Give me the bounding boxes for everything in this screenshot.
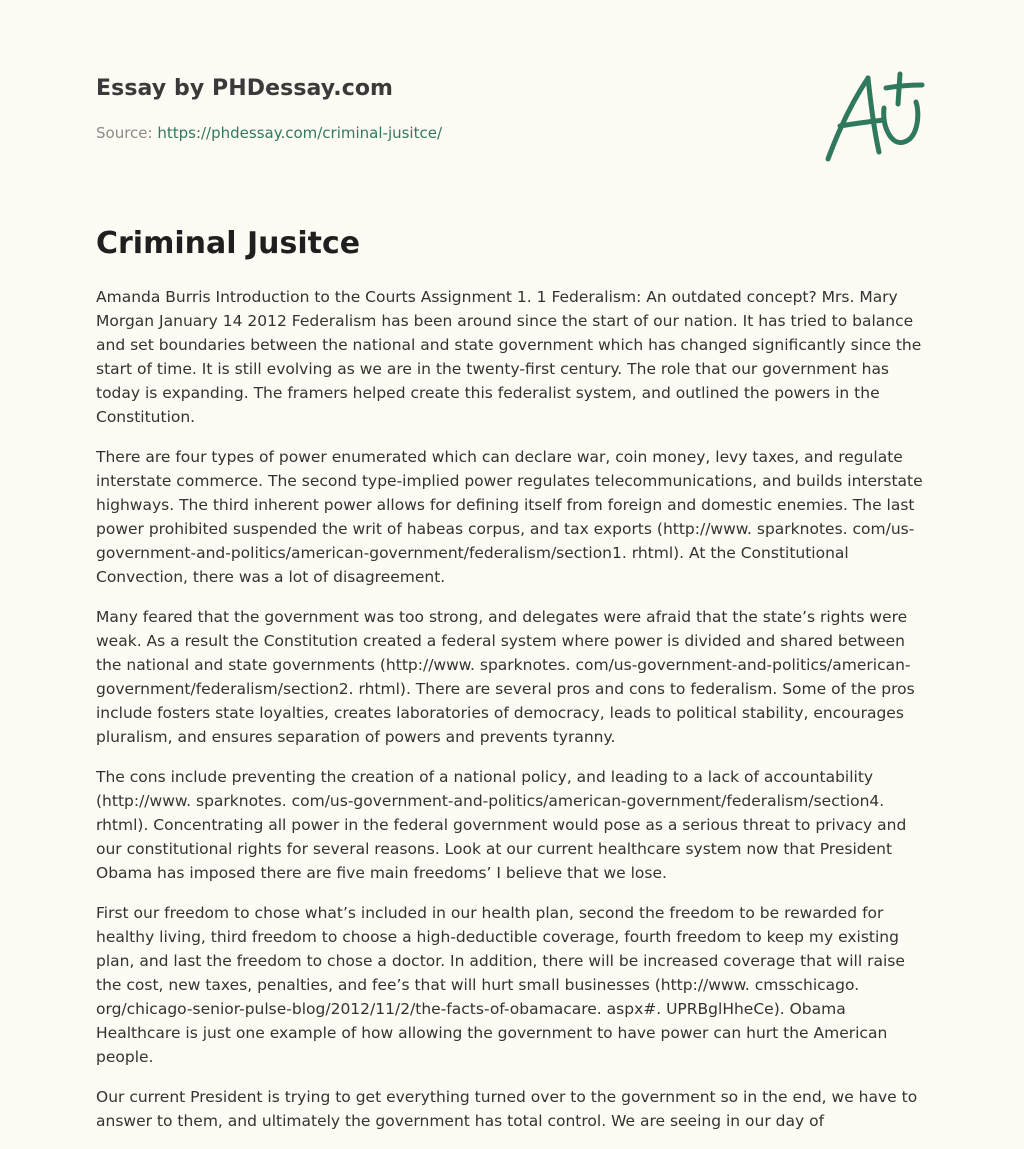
essay-paragraph: First our freedom to chose what’s included in our health plan, second the freedom to be rewarded for healthy living, third freedom to choose a high-deductible coverage, fourth freedom to keep my existing plan, and last the freedom to chose a doctor. In addition, there will be increased coverage that will raise the cost, new taxes, penalties, and fee’s that will hurt small businesses (http://www. cmsschicago. org/chicago-senior-pulse-blog/2012/11/2/the-facts-of-obamacare. aspx#. UPRBglHheCe). Obama Healthcare is just one example of how allowing the government to have power can hurt the American people. — [96, 904, 905, 1066]
essay-body — [96, 285, 926, 1149]
essay-paragraph: The cons include preventing the creation of a national policy, and leading to a lack of accountability (http://www. sparknotes. com/us-government-and-politics/american-government/federalism/section4. rhtml). Concentrating all power in the federal government would pose as a serious threat to privacy and our constitutional rights for several reasons. Look at our current healthcare system now that President Obama has imposed there are five main freedoms’ I believe that we lose. — [96, 768, 907, 882]
essay-title: Criminal Jusitce — [96, 226, 361, 261]
source-line — [96, 124, 442, 142]
source-label: Source: — [96, 124, 158, 142]
source-link[interactable]: https://phdessay.com/criminal-jusitce/ — [157, 124, 443, 142]
essay-paragraph: Our current President is trying to get everything turned over to the government so in the end, we have to answer to them, and ultimately the government has total control. We are seeing in our day of — [96, 1088, 918, 1130]
site-title: Essay by PHDessay.com — [96, 76, 394, 101]
essay-paragraph: There are four types of power enumerated which can declare war, coin money, levy taxes, and regulate interstate commerce. The second type-implied power regulates telecommunications, and builds interstate highways. The third inherent power allows for defining itself from foreign and domestic enemies. The last power prohibited suspended the writ of habeas corpus, and tax exports (http://www. sparknotes. com/us-government-and-politics/american-government/federalism/section1. rhtml). At the Constitutional Convection, there was a lot of disagreement. — [96, 448, 923, 586]
essay-paragraph: Many feared that the government was too strong, and delegates were afraid that the state’s rights were weak. As a result the Constitution created a federal system where power is divided and shared between the national and state governments (http://www. sparknotes. com/us-government-and-politics/american-government/federalism/section2. rhtml). There are several pros and cons to federalism. Some of the pros include fosters state loyalties, creates laboratories of democracy, leads to political stability, encourages pluralism, and ensures separation of powers and prevents tyranny. — [96, 608, 915, 746]
essay-paragraph: Amanda Burris Introduction to the Courts Assignment 1. 1 Federalism: An outdated concept? Mrs. Mary Morgan January 14 2012 Federalism has been around since the start of our nation. It has tried to balance and set boundaries between the national and state government which has changed significantly since the start of time. It is still evolving as we are in the twenty-first century. The role that our government has today is expanding. The framers helped create this federalist system, and outlined the powers in the Constitution. — [96, 288, 922, 426]
a-plus-grade-icon — [824, 66, 928, 166]
